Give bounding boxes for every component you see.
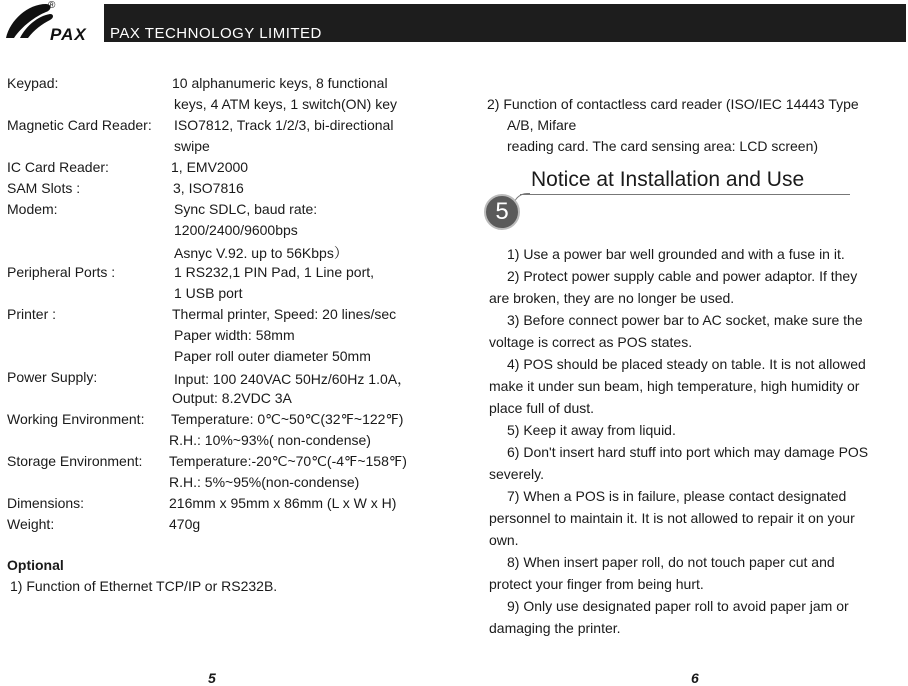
spec-value: Output: 8.2VDC 3A <box>172 390 292 406</box>
registered-mark: ® <box>48 0 56 11</box>
company-name: PAX TECHNOLOGY LIMITED <box>110 25 322 42</box>
spec-label-power: Power Supply: <box>7 369 98 385</box>
para-line: are broken, they are no longer be used. <box>489 290 735 306</box>
para-line: 9) Only use designated paper roll to avoid paper jam or <box>507 598 849 614</box>
logo-wordmark: PAX <box>50 25 87 44</box>
para-line: own. <box>489 532 519 548</box>
spec-label-sam: SAM Slots : <box>7 180 81 196</box>
spec-label-printer: Printer : <box>7 306 57 322</box>
para-line: personnel to maintain it. It is not allowed to repair it on your <box>489 510 855 526</box>
spec-value: keys, 4 ATM keys, 1 switch(ON) key <box>174 96 398 112</box>
pax-logo <box>0 0 100 42</box>
para-line: 2) Protect power supply cable and power adaptor. If they <box>507 268 858 284</box>
spec-value: R.H.: 10%~93%( non-condense) <box>169 432 371 448</box>
section-divider <box>520 194 850 195</box>
spec-value: Input: 100 240VAC 50Hz/60Hz 1.0A， <box>174 371 412 387</box>
spec-value: Paper roll outer diameter 50mm <box>174 348 371 364</box>
spec-value: Paper width: 58mm <box>174 327 295 343</box>
para-line: make it under sun beam, high temperature, high humidity or <box>489 378 860 394</box>
spec-value: 1 RS232,1 PIN Pad, 1 Line port, <box>174 264 375 280</box>
para-line: protect your finger from being hurt. <box>489 576 704 592</box>
spec-label-ports: Peripheral Ports : <box>7 264 116 280</box>
spec-value: 10 alphanumeric keys, 8 functional <box>172 75 388 91</box>
para-line: 8) When insert paper roll, do not touch paper cut and <box>507 554 835 570</box>
optional-item-1: 1) Function of Ethernet TCP/IP or RS232B. <box>10 578 278 594</box>
spec-label-modem: Modem: <box>7 201 58 217</box>
spec-value: 3, ISO7816 <box>173 180 244 196</box>
para-line: 1) Use a power bar well grounded and with a fuse in it. <box>507 246 845 262</box>
para-line: 6) Don't insert hard stuff into port which may damage POS <box>507 444 869 460</box>
spec-value: 1200/2400/9600bps <box>174 222 298 238</box>
spec-value: R.H.: 5%~95%(non-condense) <box>169 474 360 490</box>
page-number-right: 6 <box>691 670 699 686</box>
para-line: 7) When a POS is in failure, please contact designated <box>507 488 847 504</box>
spec-label-magnetic: Magnetic Card Reader: <box>7 117 152 133</box>
para-line: severely. <box>489 466 544 482</box>
spec-value: 1, EMV2000 <box>171 159 249 175</box>
para-line: damaging the printer. <box>489 620 621 636</box>
spec-value: ISO7812, Track 1/2/3, bi-directional <box>174 117 394 133</box>
spec-value: Sync SDLC, baud rate: <box>174 201 318 217</box>
spec-value: 1 USB port <box>174 285 243 301</box>
spec-value: Thermal printer, Speed: 20 lines/sec <box>172 306 397 322</box>
spec-value: 216mm x 95mm x 86mm (L x W x H) <box>169 495 397 511</box>
para-line: place full of dust. <box>489 400 595 416</box>
spec-value: Temperature: 0℃~50℃(32℉~122℉) <box>171 411 404 427</box>
spec-label-dimensions: Dimensions: <box>7 495 85 511</box>
spec-label-keypad: Keypad: <box>7 75 59 91</box>
spec-label-storage-env: Storage Environment: <box>7 453 143 469</box>
optional-heading: Optional <box>7 557 64 573</box>
spec-label-working-env: Working Environment: <box>7 411 145 427</box>
para-line: 3) Before connect power bar to AC socket, make sure the <box>507 312 863 328</box>
optional-item-2-cont: A/B, Mifare <box>507 117 577 133</box>
spec-value: 470g <box>169 516 201 532</box>
para-line: voltage is correct as POS states. <box>489 334 693 350</box>
spec-label-weight: Weight: <box>7 516 55 532</box>
spec-value: swipe <box>174 138 210 154</box>
optional-item-2: 2) Function of contactless card reader (ISO/IEC 14443 Type <box>487 96 859 112</box>
spec-label-ic-card: IC Card Reader: <box>7 159 109 175</box>
spec-value: Asnyc V.92. up to 56Kbps） <box>174 245 348 261</box>
section-title: Notice at Installation and Use <box>531 168 805 191</box>
page-number-left: 5 <box>208 670 216 686</box>
header-band <box>104 4 906 42</box>
spec-value: Temperature:-20℃~70℃(-4℉~158℉) <box>169 453 407 469</box>
section-number-badge: 5 <box>484 194 520 230</box>
optional-item-2-cont: reading card. The card sensing area: LCD screen) <box>507 138 819 154</box>
para-line: 4) POS should be placed steady on table. It is not allowed <box>507 356 866 372</box>
para-line: 5) Keep it away from liquid. <box>507 422 676 438</box>
